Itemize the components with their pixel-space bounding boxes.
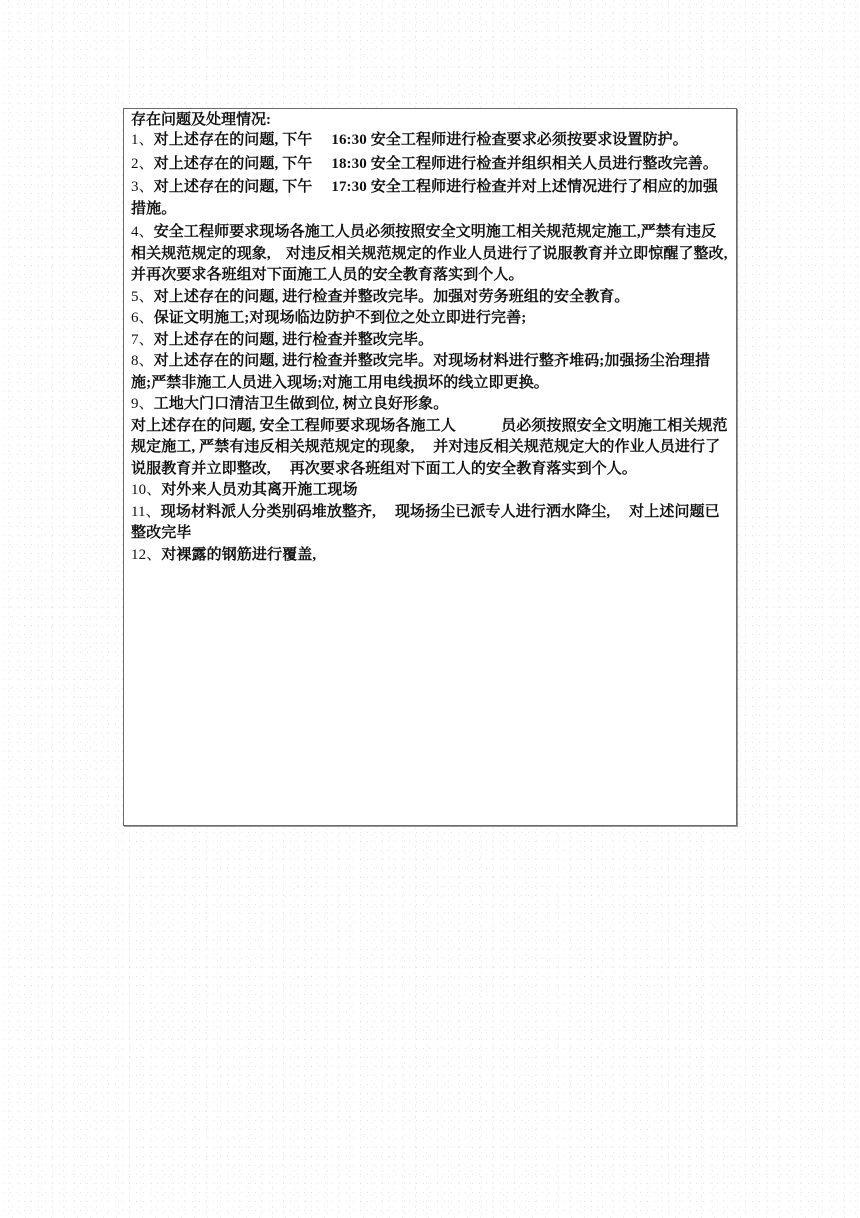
issues-record-box — [123, 108, 737, 826]
list-item-2 — [131, 154, 728, 176]
item-number: 1、 — [131, 132, 154, 148]
list-item-10 — [131, 480, 728, 502]
list-item-7 — [131, 330, 728, 352]
summary-paragraph — [131, 416, 728, 481]
item-text: 现场材料派人分类别码堆放整齐, 现场扬尘已派专人进行洒水降尘, 对上述问题已整改完毕 — [131, 503, 720, 541]
list-item-11 — [131, 502, 728, 545]
list-item-6 — [131, 308, 728, 330]
item-text: 对外来人员劝其离开施工现场 — [161, 482, 358, 498]
item-text: 对上述存在的问题, 进行检查并整改完毕。 — [153, 331, 434, 348]
item-text: 对裸露的钢筋进行覆盖, — [161, 546, 317, 563]
item-text: 对上述存在的问题, 进行检查并整改完毕。对现场材料进行整齐堆码;加强扬尘治理措施;严禁非施工人员进入现场;对施工用电线损坏的线立即更换。 — [131, 353, 711, 391]
item-text: 保证文明施工;对现场临边防护不到位之处立即进行完善; — [153, 310, 527, 326]
item-text: 工地大门口清洁卫生做到位, 树立良好形象。 — [153, 396, 449, 412]
list-item-1 — [131, 130, 728, 152]
item-text: 对上述存在的问题, 下午 17:30 安全工程师进行检查并对上述情况进行了相应的加强措施。 — [131, 179, 719, 217]
item-number: 7、 — [131, 331, 154, 348]
list-item-9 — [131, 394, 728, 416]
list-item-4 — [131, 222, 728, 287]
item-number: 9、 — [131, 396, 154, 412]
item-number: 12、 — [131, 546, 162, 563]
item-text: 对上述存在的问题, 安全工程师要求现场各施工人 员必须按照安全文明施工相关规范规定施工, 严禁有违反相关规范规定的现象, 并对违反相关规范规定大的作业人员进行了说服教育并立即整改, 再次要求各班组对下面工人的安全教育落实到个人。 — [131, 417, 728, 477]
item-number: 6、 — [131, 310, 154, 326]
item-number: 4、 — [131, 224, 154, 240]
list-item-5 — [131, 287, 728, 309]
item-number: 11、 — [131, 503, 161, 520]
item-text: 对上述存在的问题, 下午 18:30 安全工程师进行检查并组织相关人员进行整改完善。 — [153, 155, 719, 172]
item-number: 10、 — [131, 482, 162, 498]
section-heading: 存在问题及处理情况: — [131, 112, 271, 128]
item-number: 2、 — [131, 155, 154, 172]
item-number: 3、 — [131, 179, 154, 195]
item-text: 对上述存在的问题, 下午 16:30 安全工程师进行检查要求必须按要求设置防护。 — [153, 132, 688, 148]
item-number: 5、 — [131, 288, 154, 305]
item-text: 安全工程师要求现场各施工人员必须按照安全文明施工相关规范规定施工,严禁有违反相关规范规定的现象, 对违反相关规范规定的作业人员进行了说服教育并立即惊醒了整改, 并再次要求各班组对下面施工人员的安全教育落实到个人。 — [131, 224, 728, 283]
list-item-8 — [131, 351, 728, 394]
list-item-12 — [131, 545, 728, 567]
list-item-3 — [131, 177, 728, 220]
item-number: 8、 — [131, 353, 154, 369]
item-text: 对上述存在的问题, 进行检查并整改完毕。加强对劳务班组的安全教育。 — [153, 288, 630, 305]
